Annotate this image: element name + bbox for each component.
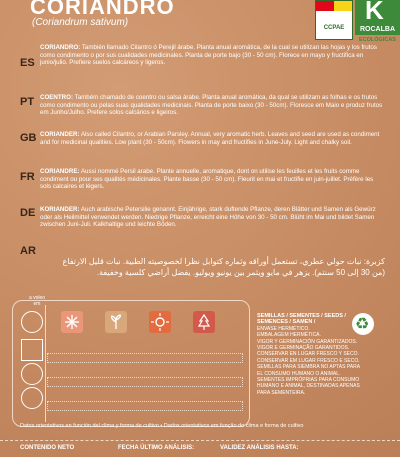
- ccpae-certification-badge: [315, 0, 353, 40]
- lang-code-de: DE: [20, 207, 36, 219]
- calendar-row: [47, 377, 243, 387]
- seed-info-line: VIGOR E GERMINAÇÃO GARANTIDOS.: [257, 345, 350, 352]
- description-pt: [40, 94, 385, 117]
- section-text-pt: Também chamado de coentro ou salsa árabe. Planta anual aromática, da qual se utilizam as folhas e os frutos como condimento ou pelas suas qualidades medicinais. Planta de porte baixo (30 - 50cm). Floresce em Maio e produz frutos em Junho/Julho. Prefere solos calcários e ligeiros.: [40, 94, 383, 117]
- sun-icon: [149, 311, 171, 333]
- description-es: [40, 44, 385, 67]
- lang-code-ar: AR: [20, 245, 36, 257]
- last-analysis-date-label: FECHA ÚLTIMO ANÁLISIS:: [118, 445, 195, 451]
- seed-info-line: EMBALAGEM HERMÉTICA.: [257, 332, 321, 339]
- green-dot-recycle-icon: ♻: [352, 313, 374, 335]
- seed-info-line: VIGOR Y GERMINACIÓN GARANTIZADOS.: [257, 338, 358, 345]
- calendar-divider: [45, 305, 46, 422]
- seed-info-heading: SEMILLAS / SEMENTES / SEEDS / SEMENCES / SAMEN /: [257, 313, 346, 326]
- seed-info-line: CONSERVAR EN LUGAR FRESCO Y SECO.: [257, 351, 359, 358]
- transplant-icon: [21, 363, 43, 385]
- description-gb: [40, 131, 385, 146]
- brand-name: ROCALBA: [360, 26, 395, 33]
- seed-info-line: ENVASE HERMÉTICO.: [257, 325, 310, 332]
- section-name-pt: COENTRO:: [40, 94, 73, 101]
- cut-line: [0, 440, 400, 441]
- section-text-gb: Also called Cilantro, or Arabian Parsley. Annual, very aromatic herb. Leaves and seed are used as condiment and for medicinal qualities. Low plant (30 - 50cm). Flowers in may and fructifies in June-July. Light and chalky soil.: [40, 131, 380, 146]
- analysis-validity-label: VALIDEZ ANÁLISIS HASTA:: [220, 445, 299, 451]
- brand-subtitle: ECOLÓGICAS: [359, 37, 396, 43]
- description-de: [40, 206, 385, 229]
- description-fr: [40, 168, 385, 191]
- rocalba-k-icon: K: [365, 0, 384, 25]
- section-text-es: También llamado Cilantro ó Perejil árabe. Planta anual aromática, de la cual se utilizan las hojas y los frutos como condimento o por sus cualidades medicinales. Planta de porte bajo (30 - 50 cm). Florece en mayo y fructifica en junio/julio. Prefiere suelos calcáreos y ligeros.: [40, 44, 377, 67]
- section-name-es: CORIANDRO:: [40, 44, 81, 51]
- seed-info-line: SEMILLAS PARA SIEMBRA NO APTAS PARA EL CONSUMO HUMANO O ANIMAL.: [257, 364, 360, 377]
- description-ar: كزبرة: نبات حولي عطري، تستعمل أوراقه وثماره كتوابل نظرا لخصوصيته الطبية. نبات قليل الارتفاع (من 30 إلى 50 سنتم). يزهر في مايو ويثمر بين يونيو ويوليو. يفضل أراضي كلسية وخفيفة.: [62, 257, 385, 277]
- section-name-fr: CORIANDRE:: [40, 168, 80, 175]
- net-content-label: CONTENIDO NETO: [20, 445, 75, 451]
- product-scientific-name: (Coriandrum sativum): [32, 17, 129, 28]
- lang-code-pt: PT: [20, 96, 35, 108]
- harvest-icon: [21, 387, 43, 409]
- section-text-de: Auch arabische Petersilie genannt. Einjährige, stark duftende Pflanze, deren Blätter und Samen als Gewürz oder als Heilmittel verwendet werden. Niedrige Pflanze, erreicht eine Höhe von 30 - 50 cm. Blüht im Mai und bildet Samen zwischen Juni-Juli. Kalkhaltige und leichte Böden.: [40, 206, 376, 229]
- seed-info-block: [257, 313, 367, 396]
- calendar-grid: [47, 353, 245, 423]
- certification-stripe: [316, 1, 352, 11]
- section-text-fr: Aussi nommé Persil arabe. Plante annuelle, aromatique, dont on utilise les feuilles et les fruits comme condiment ou pour ses qualités médicinales. Plante basse (30 - 50 cm). Fleurit en mai et fructifie en juin-juillet. Préfère les sols calcaires et légers.: [40, 168, 374, 191]
- disclaimer-note: Datos orientativos en función del clima y forma de cultivo • Dados orientativos em função do clima e forma de cultivo: [20, 423, 304, 429]
- section-name-gb: CORIANDER:: [40, 131, 80, 138]
- seedling-icon: [105, 311, 127, 333]
- snowflake-icon: [61, 311, 83, 333]
- rocalba-logo: [355, 0, 400, 35]
- leaf-icon: [193, 311, 215, 333]
- lang-code-fr: FR: [20, 171, 35, 183]
- product-title: CORIANDRO: [30, 0, 175, 19]
- calendar-row: [47, 401, 243, 411]
- lang-code-gb: GB: [20, 132, 37, 144]
- seed-info-line: CONSERVAR EM LUGAR FRESCO E SECO.: [257, 357, 360, 364]
- seedbed-sowing-icon: [21, 339, 43, 361]
- seed-info-line: SEMENTES IMPRÓPRIAS PARA CONSUMO HUMANO E ANIMAL, DESTINADAS APENAS PARA SEMENTEIRA.: [257, 377, 360, 396]
- growing-calendar: [12, 295, 250, 427]
- broadcast-sowing-icon: [21, 311, 43, 333]
- calendar-side-label: a voleo em: [28, 295, 46, 307]
- lang-code-es: ES: [20, 57, 35, 69]
- certification-label: CCPAE: [323, 25, 345, 31]
- calendar-row: [47, 353, 243, 363]
- section-name-de: KORIANDER:: [40, 206, 80, 213]
